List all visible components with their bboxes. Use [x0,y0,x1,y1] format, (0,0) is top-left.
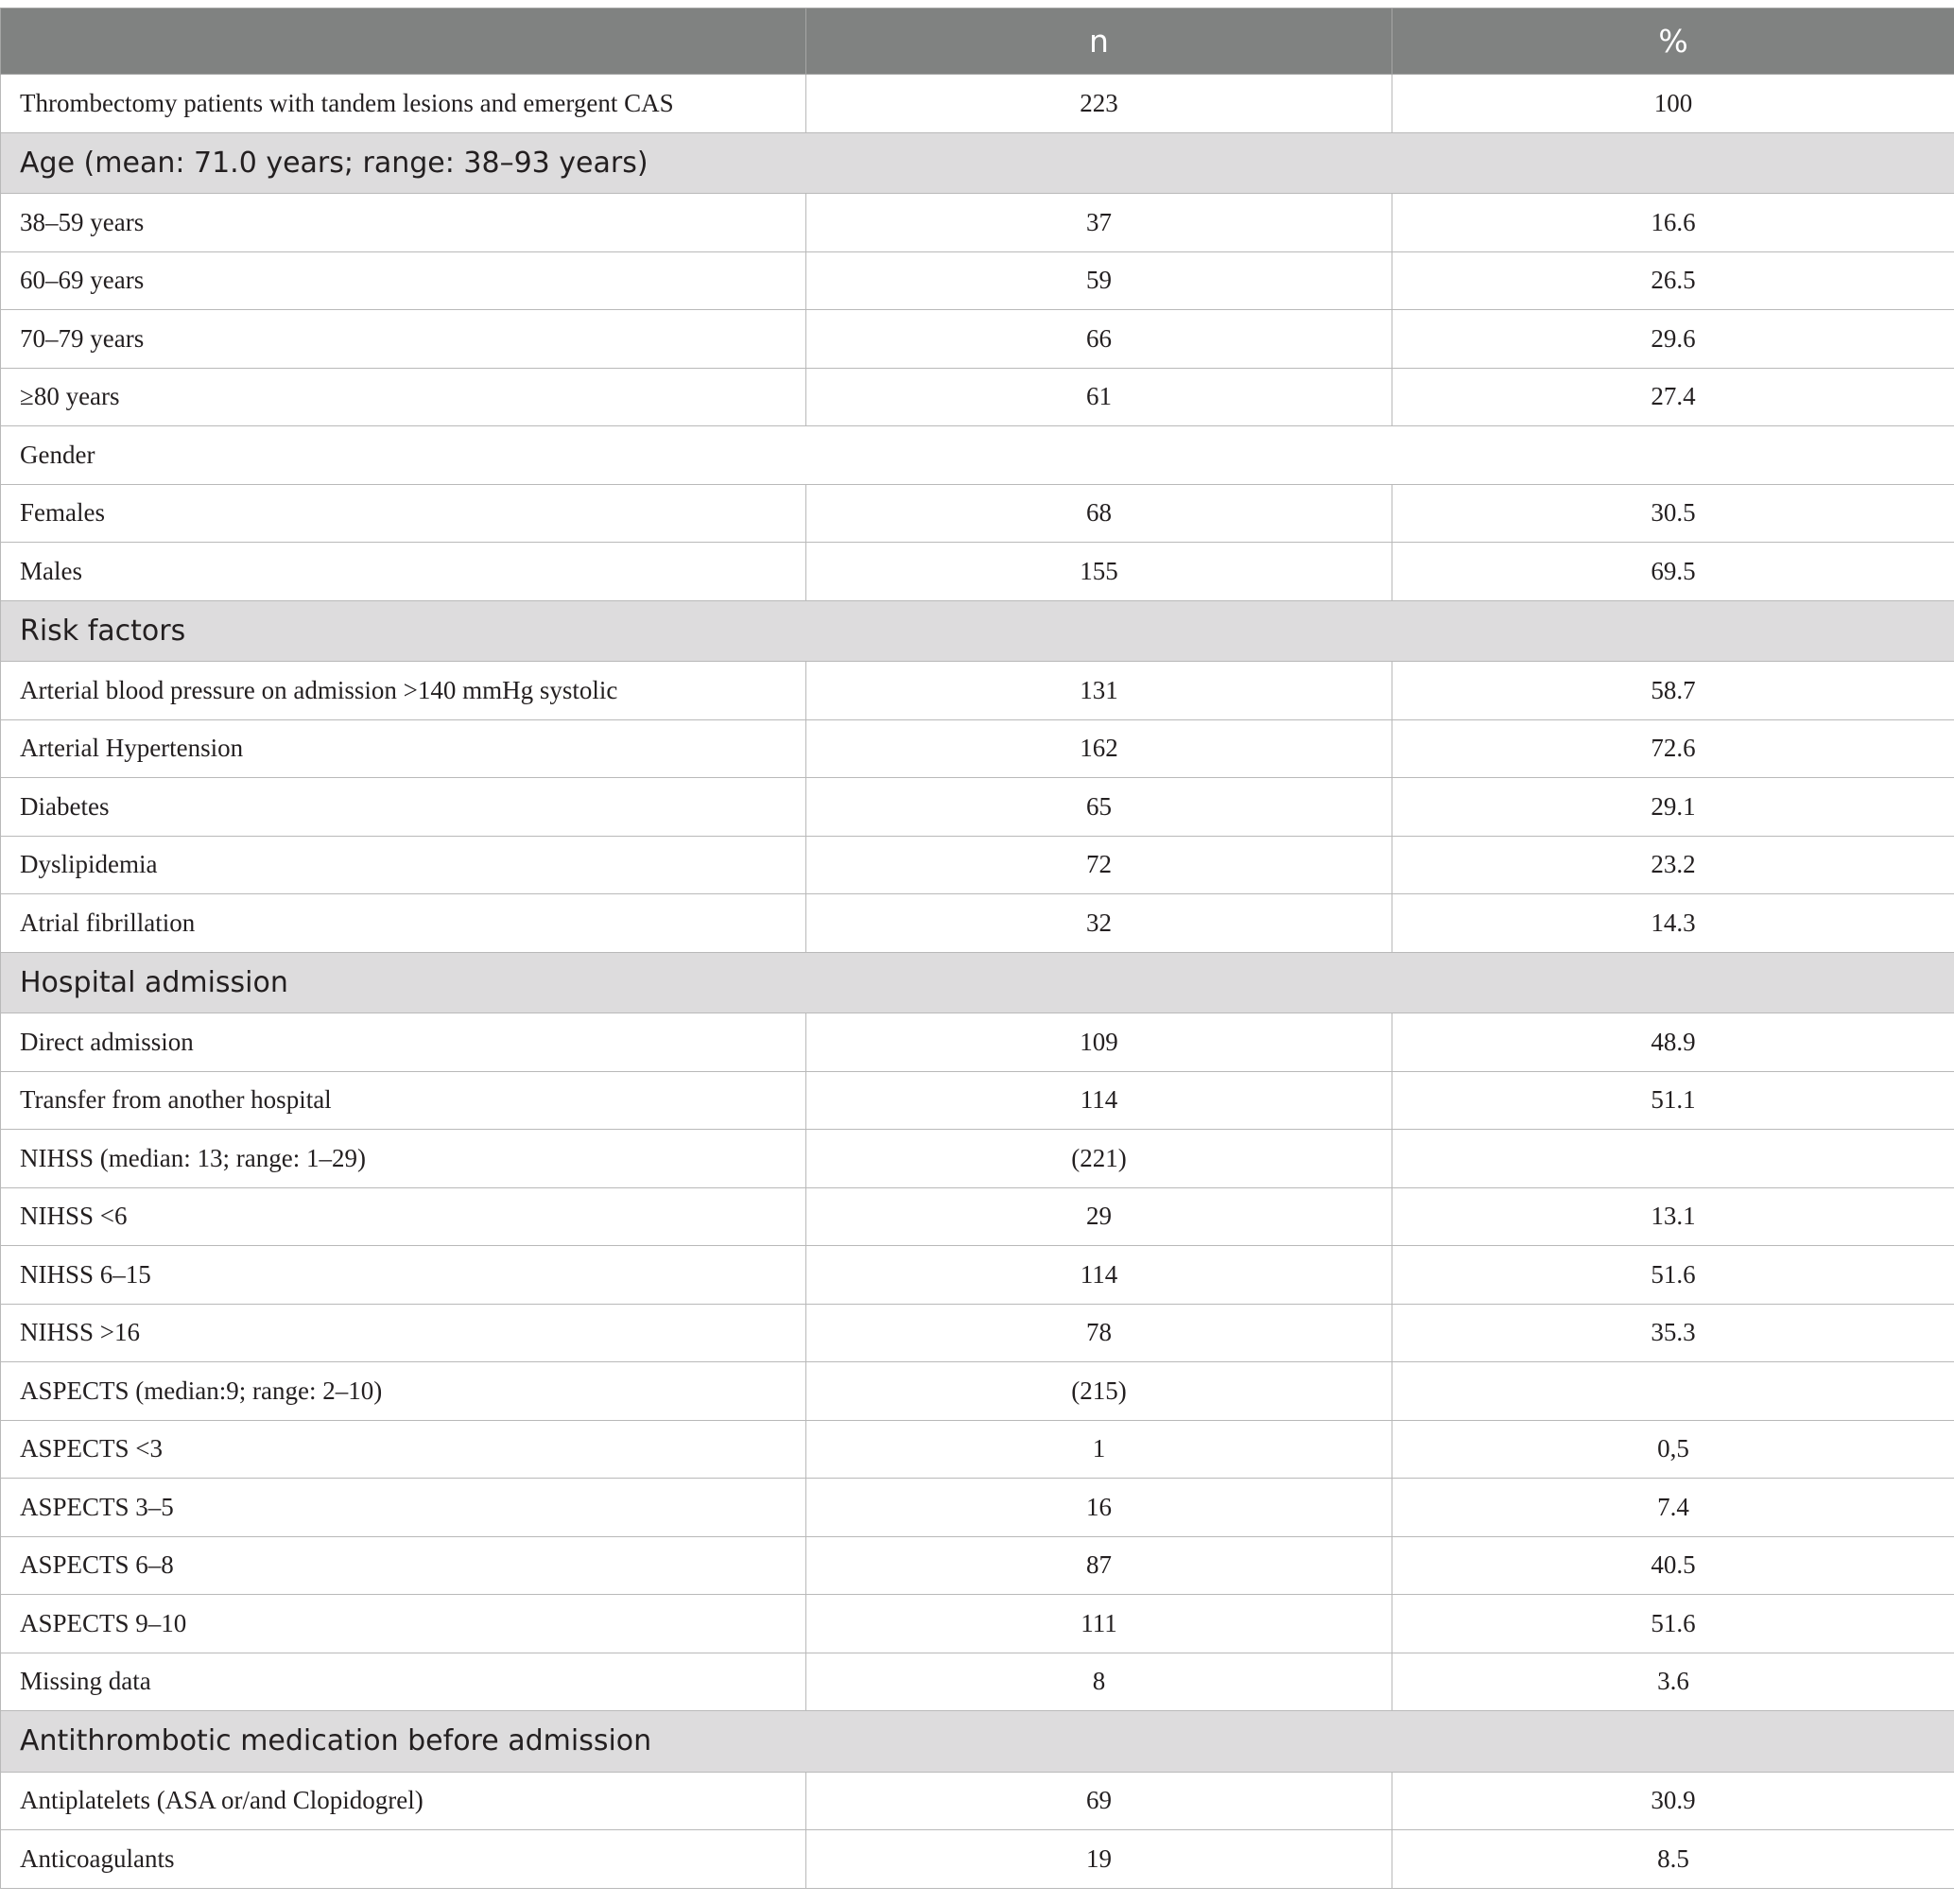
demographics-table [0,8,1954,1889]
row-n-value: 68 [806,484,1392,543]
row-label: ASPECTS 6–8 [1,1536,806,1595]
row-percent-value [1392,1130,1954,1188]
row-label: Anticoagulants [1,1830,806,1889]
row-label: Missing data [1,1653,806,1711]
row-percent-value: 23.2 [1392,836,1954,894]
table-row [1,1362,1954,1421]
row-n-value: 114 [806,1071,1392,1130]
table-header [1,9,1954,75]
row-n-value: 59 [806,251,1392,310]
row-percent-value: 14.3 [1392,894,1954,953]
row-n-value: 162 [806,719,1392,778]
row-n-value: 109 [806,1013,1392,1072]
row-label: ASPECTS 9–10 [1,1595,806,1653]
row-percent-value: 3.6 [1392,1653,1954,1711]
row-n-value: 66 [806,310,1392,369]
section-header-row [1,132,1954,194]
table-row [1,251,1954,310]
row-percent-value: 30.9 [1392,1772,1954,1830]
header-n-column: n [806,9,1392,75]
row-n-value: (215) [806,1362,1392,1421]
row-percent-value [1392,1362,1954,1421]
row-n-value: 69 [806,1772,1392,1830]
row-percent-value: 8.5 [1392,1830,1954,1889]
row-label: 60–69 years [1,251,806,310]
row-n-value: 19 [806,1830,1392,1889]
row-label: Antiplatelets (ASA or/and Clopidogrel) [1,1772,806,1830]
row-percent-value: 51.6 [1392,1595,1954,1653]
row-n-value: 8 [806,1653,1392,1711]
row-label: Direct admission [1,1013,806,1072]
table-row [1,1479,1954,1537]
table-row [1,1653,1954,1711]
table-row [1,1304,1954,1362]
row-label: Diabetes [1,778,806,837]
row-percent-value: 69.5 [1392,543,1954,601]
table-row [1,1830,1954,1889]
row-label: NIHSS >16 [1,1304,806,1362]
row-percent-value: 48.9 [1392,1013,1954,1072]
row-label: NIHSS <6 [1,1187,806,1246]
row-label: 38–59 years [1,194,806,252]
row-label: Thrombectomy patients with tandem lesions and emergent CAS [1,75,806,133]
group-label: Gender [1,426,1954,485]
table-row [1,1187,1954,1246]
group-label-row [1,426,1954,485]
table-row [1,778,1954,837]
table-row [1,1130,1954,1188]
row-percent-value: 35.3 [1392,1304,1954,1362]
row-n-value: (221) [806,1130,1392,1188]
section-title: Antithrombotic medication before admission [1,1711,1954,1773]
row-percent-value: 16.6 [1392,194,1954,252]
row-n-value: 65 [806,778,1392,837]
row-percent-value: 29.1 [1392,778,1954,837]
row-label: Males [1,543,806,601]
table-row [1,194,1954,252]
row-label: Atrial fibrillation [1,894,806,953]
row-n-value: 72 [806,836,1392,894]
row-percent-value: 51.6 [1392,1246,1954,1305]
table-row [1,1536,1954,1595]
section-header-row [1,1711,1954,1773]
row-n-value: 61 [806,368,1392,426]
row-percent-value: 0,5 [1392,1420,1954,1479]
row-percent-value: 72.6 [1392,719,1954,778]
header-row [1,9,1954,75]
row-label: Dyslipidemia [1,836,806,894]
row-n-value: 32 [806,894,1392,953]
table-row [1,1246,1954,1305]
row-label: Transfer from another hospital [1,1071,806,1130]
table-row [1,1013,1954,1072]
table-row [1,484,1954,543]
row-n-value: 16 [806,1479,1392,1537]
table-row [1,310,1954,369]
row-n-value: 111 [806,1595,1392,1653]
row-label: Arterial blood pressure on admission >140 mmHg systolic [1,662,806,720]
table-row [1,1772,1954,1830]
row-label: NIHSS (median: 13; range: 1–29) [1,1130,806,1188]
row-label: NIHSS 6–15 [1,1246,806,1305]
row-label: ≥80 years [1,368,806,426]
section-title: Risk factors [1,600,1954,662]
row-n-value: 1 [806,1420,1392,1479]
table-row [1,719,1954,778]
row-label: ASPECTS 3–5 [1,1479,806,1537]
row-n-value: 29 [806,1187,1392,1246]
row-percent-value: 26.5 [1392,251,1954,310]
table-row [1,836,1954,894]
row-percent-value: 27.4 [1392,368,1954,426]
header-percent-column: % [1392,9,1954,75]
row-label: ASPECTS <3 [1,1420,806,1479]
table-row [1,543,1954,601]
section-header-row [1,952,1954,1013]
row-n-value: 37 [806,194,1392,252]
table-body [1,75,1954,1889]
row-label: Females [1,484,806,543]
row-n-value: 155 [806,543,1392,601]
table-row [1,1071,1954,1130]
table-row [1,1420,1954,1479]
row-label: 70–79 years [1,310,806,369]
row-percent-value: 100 [1392,75,1954,133]
table-row [1,894,1954,953]
row-n-value: 223 [806,75,1392,133]
row-n-value: 87 [806,1536,1392,1595]
table-row [1,368,1954,426]
row-n-value: 131 [806,662,1392,720]
row-label: Arterial Hypertension [1,719,806,778]
section-title: Hospital admission [1,952,1954,1013]
row-percent-value: 13.1 [1392,1187,1954,1246]
row-percent-value: 7.4 [1392,1479,1954,1537]
row-n-value: 78 [806,1304,1392,1362]
table-row [1,662,1954,720]
table-row [1,75,1954,133]
row-percent-value: 29.6 [1392,310,1954,369]
header-label-column [1,9,806,75]
row-label: ASPECTS (median:9; range: 2–10) [1,1362,806,1421]
row-percent-value: 40.5 [1392,1536,1954,1595]
section-title: Age (mean: 71.0 years; range: 38–93 years) [1,132,1954,194]
row-percent-value: 58.7 [1392,662,1954,720]
row-n-value: 114 [806,1246,1392,1305]
section-header-row [1,600,1954,662]
row-percent-value: 30.5 [1392,484,1954,543]
table-row [1,1595,1954,1653]
row-percent-value: 51.1 [1392,1071,1954,1130]
